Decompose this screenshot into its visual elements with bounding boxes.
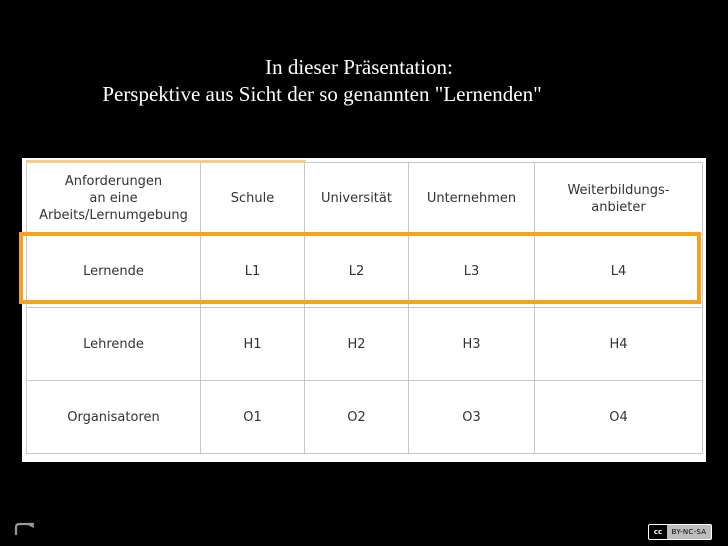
table-header-row	[27, 163, 703, 235]
table-row	[27, 308, 703, 381]
table-cell: H3	[409, 308, 535, 381]
column-header: Universität	[305, 163, 409, 235]
table-cell: H4	[535, 308, 703, 381]
table-row	[27, 235, 703, 308]
table-cell: L3	[409, 235, 535, 308]
header-accent-line	[26, 160, 306, 163]
table-cell: H1	[201, 308, 305, 381]
column-header: Anforderungen an eine Arbeits/Lernumgebung	[27, 163, 201, 235]
slide-title-line2: Perspektive aus Sicht der so genannten "Lernenden"	[102, 82, 542, 106]
table-cell: L1	[201, 235, 305, 308]
row-label: Lernende	[27, 235, 201, 308]
table-cell: H2	[305, 308, 409, 381]
slide-title-line1: In dieser Präsentation:	[265, 55, 453, 79]
column-header: Unternehmen	[409, 163, 535, 235]
slide-title	[0, 54, 728, 108]
table-cell: L2	[305, 235, 409, 308]
corner-logo-icon	[14, 522, 36, 536]
table-cell: O2	[305, 381, 409, 454]
table-cell: O3	[409, 381, 535, 454]
requirements-table-panel	[22, 158, 706, 462]
column-header: Schule	[201, 163, 305, 235]
row-label: Lehrende	[27, 308, 201, 381]
row-label: Organisatoren	[27, 381, 201, 454]
table-row	[27, 381, 703, 454]
requirements-table	[26, 162, 703, 454]
license-terms: BY-NC-SA	[671, 528, 707, 536]
table-cell: L4	[535, 235, 703, 308]
table-cell: O1	[201, 381, 305, 454]
cc-logo-icon: cc	[649, 525, 667, 539]
cc-license-badge[interactable]	[648, 524, 712, 540]
table-cell: O4	[535, 381, 703, 454]
column-header: Weiterbildungs- anbieter	[535, 163, 703, 235]
